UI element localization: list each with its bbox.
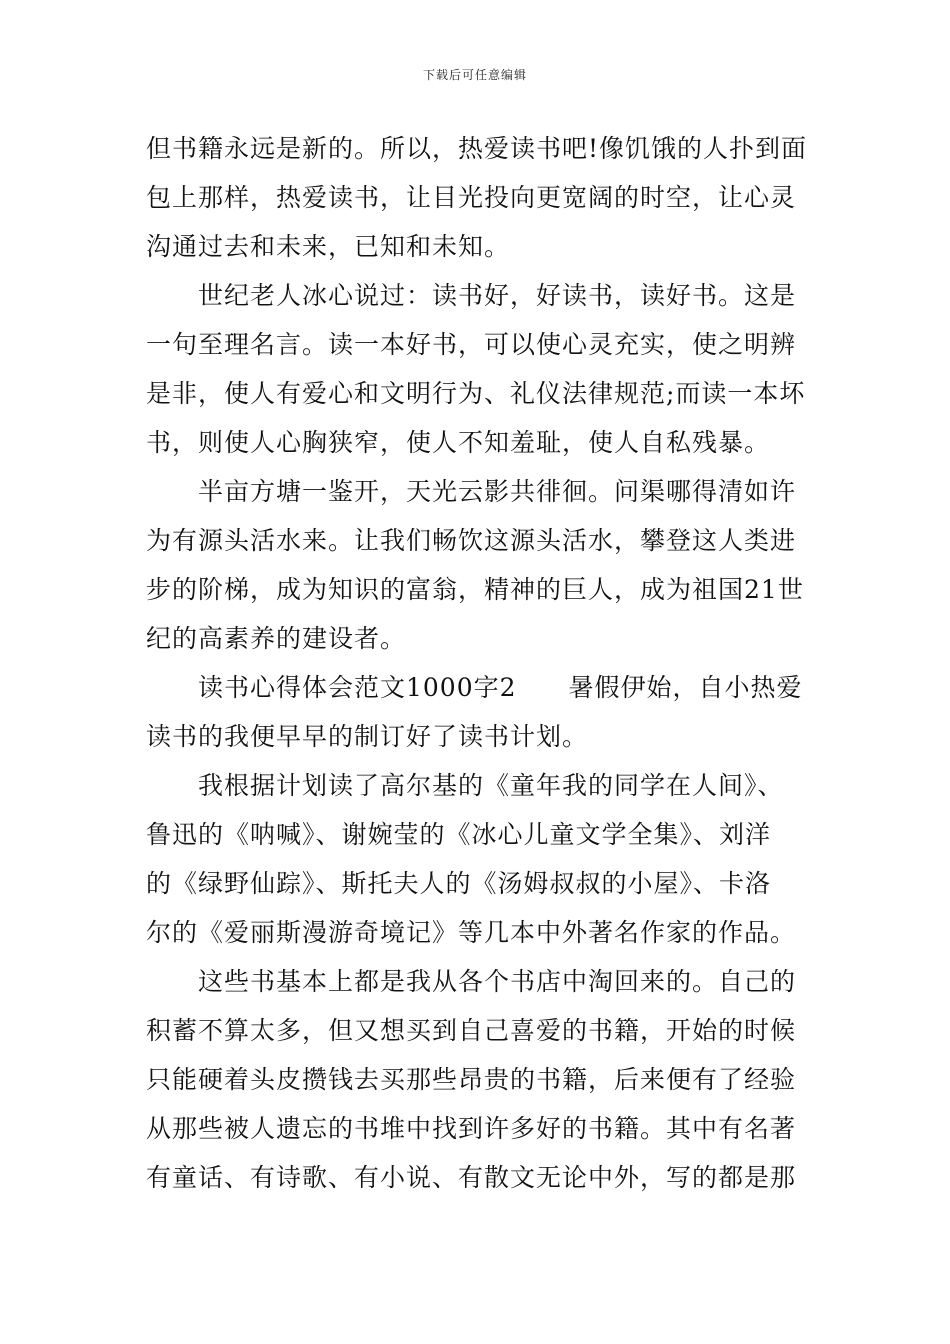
text-line: 读书心得体会范文1000字2 暑假伊始，自小热爱 xyxy=(198,673,803,702)
text-line: 纪的高素养的建设者。 xyxy=(146,624,407,653)
paragraph xyxy=(146,761,806,957)
paragraph xyxy=(146,271,806,467)
text-line: 的《绿野仙踪》、斯托夫人的《汤姆叔叔的小屋》、卡洛 xyxy=(146,869,772,898)
text-line: 从那些被人遗忘的书堆中找到许多好的书籍。其中有名著 xyxy=(146,1114,797,1143)
text-line: 但书籍永远是新的。所以，热爱读书吧!像饥饿的人扑到面 xyxy=(146,134,808,163)
text-line: 读书的我便早早的制订好了读书计划。 xyxy=(146,722,589,751)
text-line: 沟通过去和未来，已知和未知。 xyxy=(146,232,511,261)
text-line: 只能硬着头皮攒钱去买那些昂贵的书籍，后来便有了经验 xyxy=(146,1065,797,1094)
text-line: 一句至理名言。读一本好书，可以使心灵充实，使之明辨 xyxy=(146,330,797,359)
text-line: 是非，使人有爱心和文明行为、礼仪法律规范;而读一本坏 xyxy=(146,379,806,408)
text-line: 书，则使人心胸狭窄，使人不知羞耻，使人自私残暴。 xyxy=(146,428,771,457)
text-line: 半亩方塘一鉴开，天光云影共徘徊。问渠哪得清如许 xyxy=(198,477,797,506)
text-line: 有童话、有诗歌、有小说、有散文无论中外，写的都是那 xyxy=(146,1163,797,1192)
page-header: 下载后可任意编辑 xyxy=(422,68,527,82)
text-line: 步的阶梯，成为知识的富翁，精神的巨人，成为祖国21世 xyxy=(146,575,804,604)
text-line: 包上那样，热爱读书，让目光投向更宽阔的时空，让心灵 xyxy=(146,183,797,212)
text-line: 鲁迅的《呐喊》、谢婉莹的《冰心儿童文学全集》、刘洋 xyxy=(146,820,772,849)
text-line: 尔的《爱丽斯漫游奇境记》等几本中外著名作家的作品。 xyxy=(146,918,797,947)
text-line: 世纪老人冰心说过：读书好，好读书，读好书。这是 xyxy=(198,281,797,310)
text-line: 积蓄不算太多，但又想买到自己喜爱的书籍，开始的时候 xyxy=(146,1016,797,1045)
document-body xyxy=(146,124,806,1202)
text-line: 这些书基本上都是我从各个书店中淘回来的。自己的 xyxy=(198,967,797,996)
paragraph xyxy=(146,124,806,271)
paragraph xyxy=(146,957,806,1202)
text-line: 我根据计划读了高尔基的《童年我的同学在人间》、 xyxy=(198,771,784,800)
text-line: 为有源头活水来。让我们畅饮这源头活水，攀登这人类进 xyxy=(146,526,797,555)
paragraph xyxy=(146,467,806,663)
paragraph xyxy=(146,663,806,761)
